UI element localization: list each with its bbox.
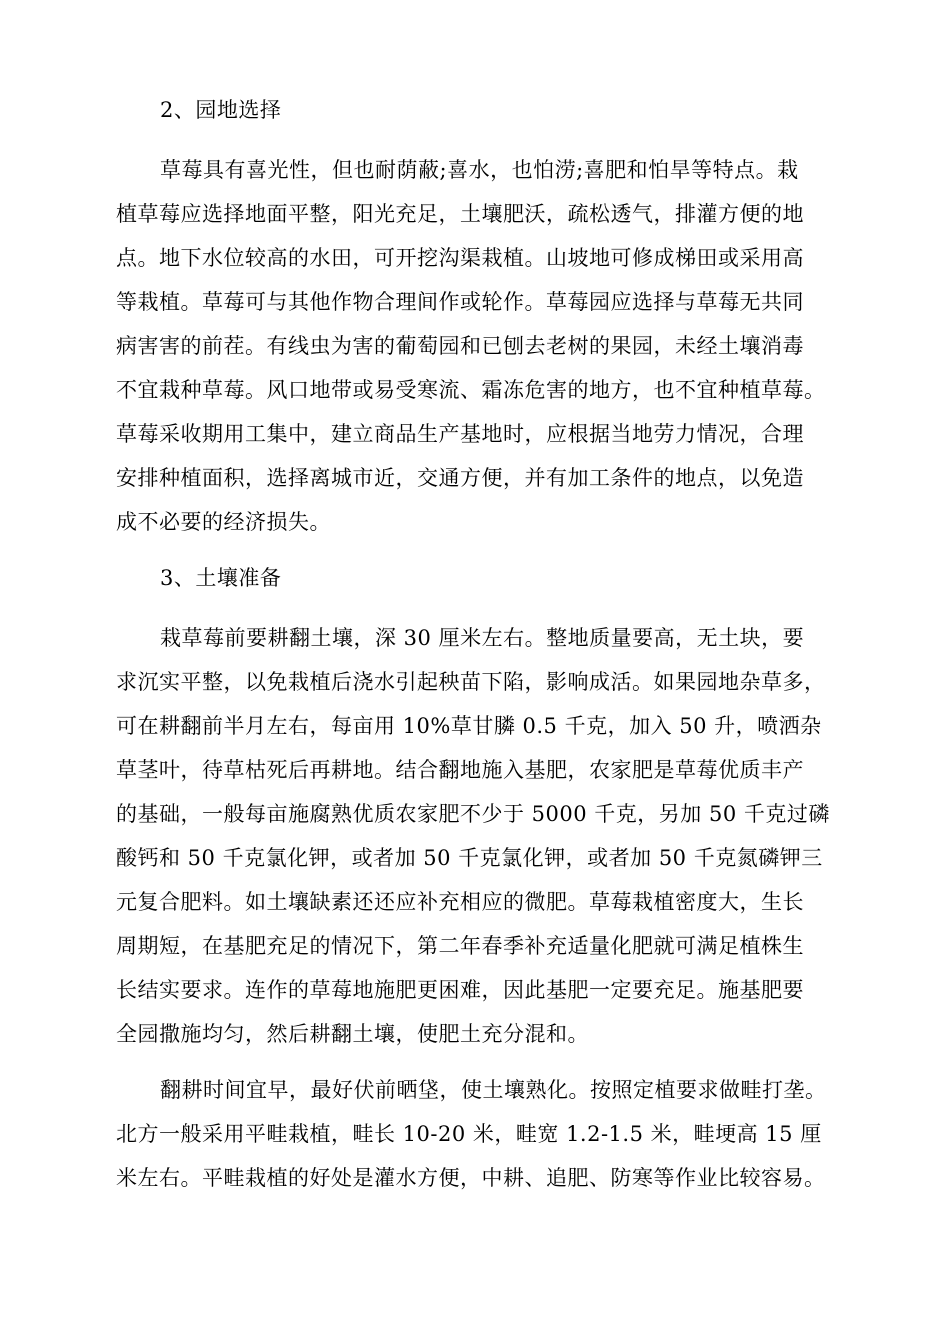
paragraph-line: 米左右。平畦栽植的好处是灌水方便，中耕、追肥、防寒等作业比较容易。 [116,1166,826,1190]
paragraph-line: 点。地下水位较高的水田，可开挖沟渠栽植。山坡地可修成梯田或采用高 [116,246,804,270]
paragraph-line: 长结实要求。连作的草莓地施肥更困难，因此基肥一定要充足。施基肥要 [116,978,804,1002]
paragraph-line: 等栽植。草莓可与其他作物合理间作或轮作。草莓园应选择与草莓无共同 [116,290,804,314]
paragraph-line: 草莓采收期用工集中，建立商品生产基地时，应根据当地劳力情况，合理 [116,422,804,446]
paragraph-line: 翻耕时间宜早，最好伏前晒垡，使土壤熟化。按照定植要求做畦打垄。 [160,1078,827,1102]
paragraph-line: 的基础，一般每亩施腐熟优质农家肥不少于 5000 千克，另加 50 千克过磷 [116,802,830,826]
paragraph-line: 病害害的前茬。有线虫为害的葡萄园和已刨去老树的果园，未经土壤消毒 [116,334,804,358]
paragraph-line: 植草莓应选择地面平整，阳光充足，土壤肥沃，疏松透气，排灌方便的地 [116,202,804,226]
paragraph-line: 成不必要的经济损失。 [116,510,331,534]
paragraph-line: 可在耕翻前半月左右，每亩用 10%草甘膦 0.5 千克，加入 50 升，喷洒杂 [116,714,822,738]
paragraph-line: 求沉实平整，以免栽植后浇水引起秧苗下陷，影响成活。如果园地杂草多， [116,670,826,694]
paragraph-line: 全园撒施均匀，然后耕翻土壤，使肥土充分混和。 [116,1022,589,1046]
paragraph-line: 周期短，在基肥充足的情况下，第二年春季补充适量化肥就可满足植株生 [116,934,804,958]
section-heading: 3、土壤准备 [160,566,282,590]
paragraph-line: 草茎叶，待草枯死后再耕地。结合翻地施入基肥，农家肥是草莓优质丰产 [116,758,804,782]
paragraph-line: 草莓具有喜光性，但也耐荫蔽;喜水，也怕涝;喜肥和怕旱等特点。栽 [160,158,799,182]
paragraph-line: 栽草莓前要耕翻土壤，深 30 厘米左右。整地质量要高，无土块，要 [160,626,805,650]
paragraph-line: 不宜栽种草莓。风口地带或易受寒流、霜冻危害的地方，也不宜种植草莓。 [116,378,826,402]
paragraph-line: 酸钙和 50 千克氯化钾，或者加 50 千克氯化钾，或者加 50 千克氮磷钾三 [116,846,823,870]
paragraph-line: 北方一般采用平畦栽植，畦长 10-20 米，畦宽 1.2-1.5 米，畦埂高 15 厘 [116,1122,822,1146]
section-heading: 2、园地选择 [160,98,282,122]
paragraph-line: 元复合肥料。如土壤缺素还还应补充相应的微肥。草莓栽植密度大，生长 [116,890,804,914]
paragraph-line: 安排种植面积，选择离城市近，交通方便，并有加工条件的地点，以免造 [116,466,804,490]
